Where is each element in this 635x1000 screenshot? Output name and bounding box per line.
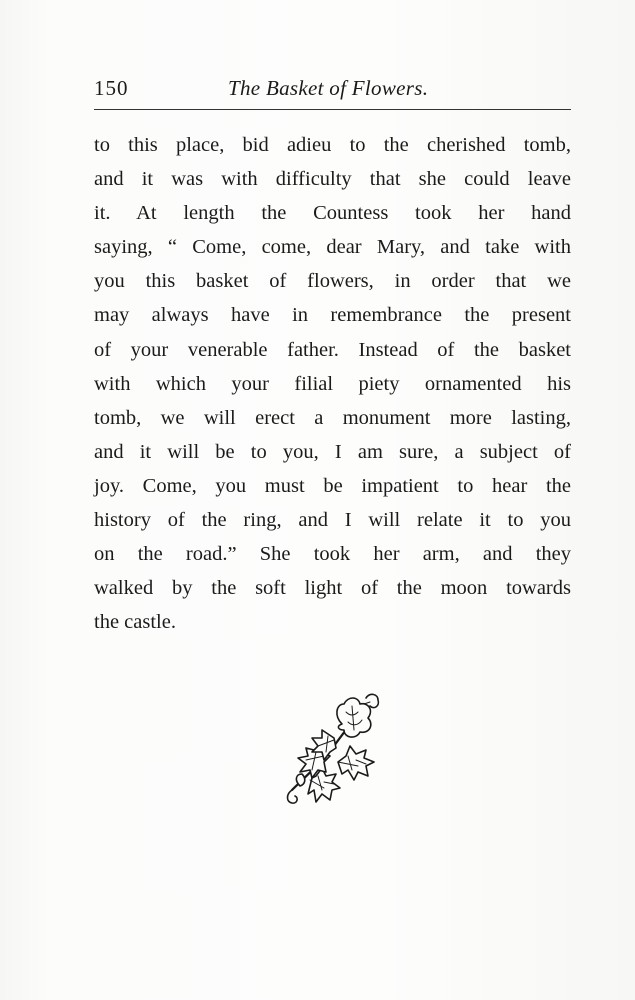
text-line: joy. Come, you must be impatient to hear the — [94, 474, 571, 497]
text-line: on the road.” She took her arm, and they — [94, 543, 571, 566]
text-line: and it will be to you, I am sure, a subject of — [94, 440, 571, 463]
text-line: and it was with difficulty that she could leave — [94, 168, 571, 191]
header-rule — [94, 109, 571, 110]
running-title: The Basket of Flowers. — [228, 76, 429, 100]
text-line: it. At length the Countess took her hand — [94, 202, 571, 225]
text-line: of your venerable father. Instead of the basket — [94, 338, 571, 361]
text-line: with which your filial piety ornamented his — [94, 372, 571, 395]
text-line: tomb, we will erect a monument more lasting, — [94, 406, 571, 429]
page-header — [94, 74, 570, 104]
text-line: to this place, bid adieu to the cherished tomb, — [94, 134, 571, 156]
body-text — [94, 128, 571, 639]
ivy-leaf-sprig-icon — [282, 690, 382, 820]
text-line: history of the ring, and I will relate it to you — [94, 509, 571, 532]
text-line: you this basket of flowers, in order that we — [94, 270, 571, 293]
text-line: walked by the soft light of the moon towards — [94, 577, 571, 600]
text-line: saying, “ Come, come, dear Mary, and take with — [94, 236, 571, 259]
text-line: may always have in remembrance the present — [94, 304, 571, 327]
text-line: the castle. — [94, 611, 176, 634]
page-number: 150 — [94, 76, 129, 100]
